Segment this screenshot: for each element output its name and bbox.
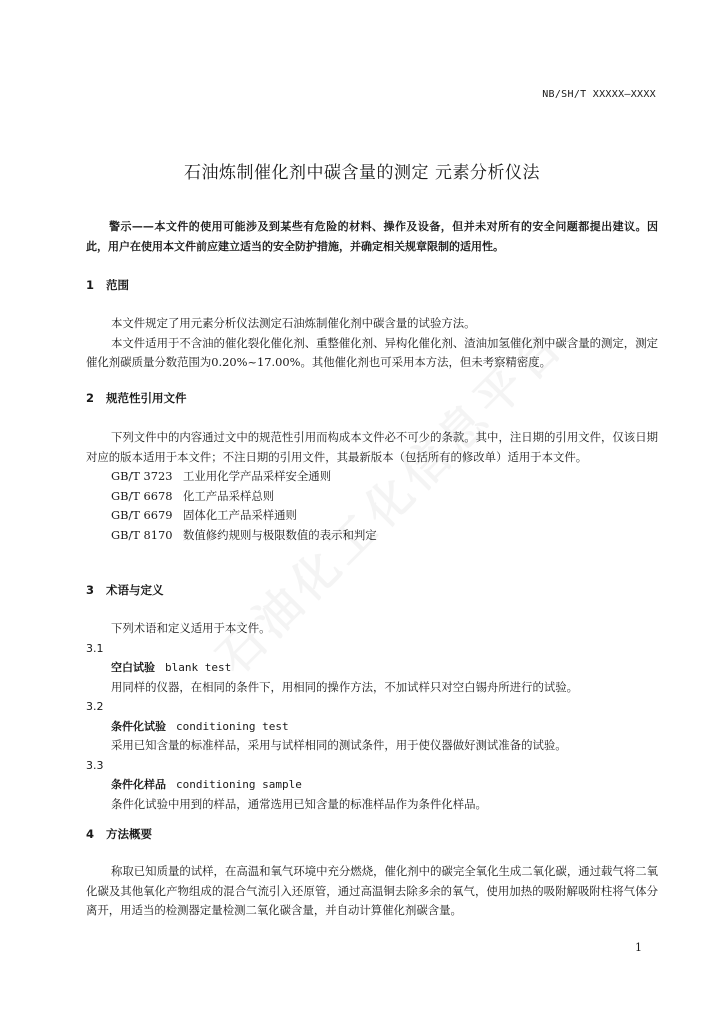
reference-name: 数值修约规则与极限数值的表示和判定: [183, 527, 377, 542]
section-title: 范围: [106, 278, 129, 292]
section-3-heading: [86, 582, 164, 598]
section-1-heading: [86, 277, 129, 293]
term-name-en: conditioning test: [176, 719, 289, 733]
reference-name: 固体化工产品采样通则: [183, 508, 297, 522]
section-2-heading: [86, 390, 187, 406]
section-number: 3: [86, 583, 95, 597]
reference-code: GB/T 8170: [111, 527, 173, 542]
reference-item: [86, 506, 658, 526]
term-number: 3.1: [86, 641, 104, 655]
reference-code: GB/T 3723: [111, 469, 173, 483]
reference-item: [86, 526, 658, 546]
term-number: 3.3: [86, 758, 104, 772]
term-definition: 用同样的仪器，在相同的条件下，用相同的操作方法，不加试样只对空白锡舟所进行的试验。: [111, 679, 579, 694]
term-name-cn: 条件化样品: [111, 778, 166, 791]
section-1-body: [86, 314, 658, 373]
section-number: 2: [86, 391, 95, 405]
reference-name: 化工产品采样总则: [183, 488, 275, 503]
term-name: [86, 658, 658, 678]
section-4-body: [86, 862, 658, 921]
term-name-cn: 空白试验: [111, 661, 155, 674]
warning-paragraph: 警示——本文件的使用可能涉及到某些有危险的材料、操作及设备，但并未对所有的安全问题都提出建议。因此，用户在使用本文件前应建立适当的安全防护措施，并确定相关规章限制的适用性。: [86, 220, 658, 253]
reference-name: 工业用化学产品采样安全通则: [183, 469, 332, 483]
section-title: 术语与定义: [106, 583, 164, 597]
section-title: 规范性引用文件: [106, 391, 187, 405]
section-2-body: [86, 428, 658, 545]
reference-code: GB/T 6679: [111, 508, 173, 522]
term-definition: 条件化试验中用到的样品，通常选用已知含量的标准样品作为条件化样品。: [111, 796, 487, 811]
document-title: 石油炼制催化剂中碳含量的测定 元素分析仪法: [184, 163, 540, 183]
reference-item: [86, 467, 658, 487]
term-name-cn: 条件化试验: [111, 719, 166, 733]
reference-code: GB/T 6678: [111, 488, 173, 503]
section-number: 4: [86, 827, 95, 841]
paragraph: 下列文件中的内容通过文中的规范性引用而构成本文件必不可少的条款。其中，注日期的引用文件，仅该日期对应的版本适用于本文件；不注日期的引用文件，其最新版本（包括所有的修改单）适用于本文件。: [86, 430, 658, 464]
reference-item: [86, 487, 658, 507]
section-4-heading: [86, 826, 152, 842]
standard-code: NB/SH/T XXXXX—XXXX: [542, 89, 656, 100]
paragraph: 本文件适用于不含油的催化裂化催化剂、重整催化剂、异构化催化剂、渣油加氢催化剂中碳含量的测定，测定催化剂碳质量分数范围为0.20%~17.00%。其他催化剂也可采用本方法，但未考察精密度。: [86, 335, 658, 369]
page-number: 1: [635, 941, 642, 954]
section-title: 方法概要: [106, 827, 152, 841]
paragraph: 本文件规定了用元素分析仪法测定石油炼制催化剂中碳含量的试验方法。: [111, 316, 476, 330]
paragraph: 称取已知质量的试样，在高温和氧气环境中充分燃烧，催化剂中的碳完全氧化生成二氧化碳，通过载气将二氧化碳及其他氧化产物组成的混合气流引入还原管，通过高温铜去除多余的氧气，使用加热的吸附解吸附柱将气体分离开，用适当的检测器定量检测二氧化碳含量，并自动计算催化剂碳含量。: [86, 864, 658, 917]
term-name: [86, 775, 658, 795]
section-number: 1: [86, 278, 95, 292]
term-number: 3.2: [86, 700, 104, 713]
term-name-en: blank test: [165, 661, 232, 674]
term-name-en: conditioning sample: [176, 778, 302, 791]
term-name: [86, 717, 658, 737]
section-3-body: [86, 619, 658, 814]
term-definition: 采用已知含量的标准样品，采用与试样相同的测试条件，用于使仪器做好测试准备的试验。: [111, 738, 567, 752]
paragraph: 下列术语和定义适用于本文件。: [111, 621, 271, 635]
